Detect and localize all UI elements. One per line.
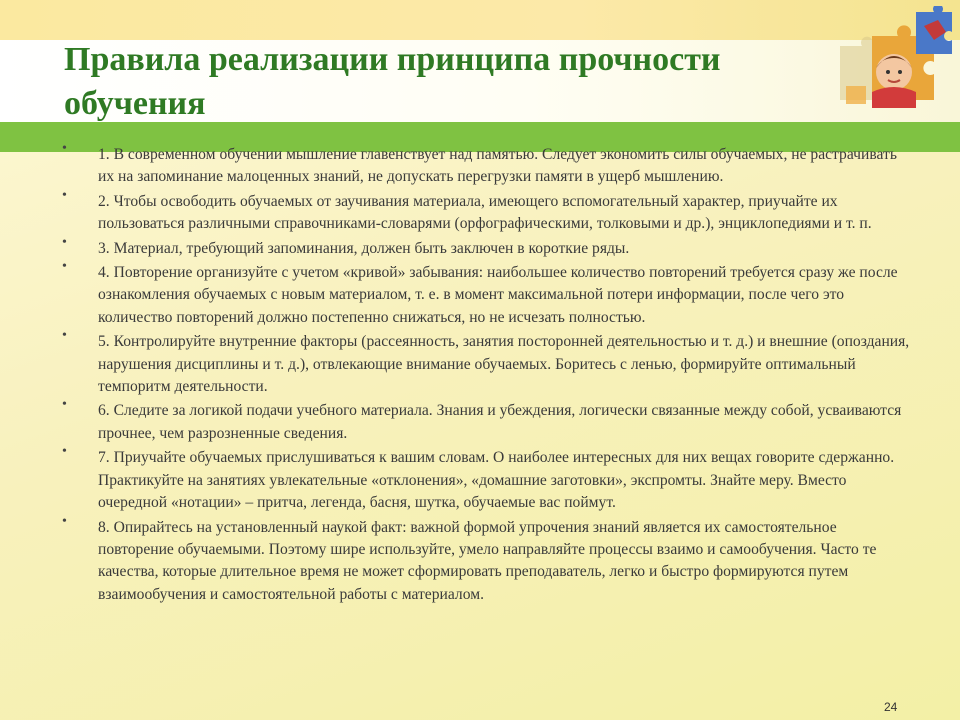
list-item-text: 6. Следите за логикой подачи учебного материала. Знания и убеждения, логически связанные между собой, усваиваются прочнее, чем разрозненные сведения. (98, 402, 902, 442)
bullet: • (62, 141, 67, 156)
bullet: • (62, 444, 67, 460)
bullet: • (62, 328, 67, 344)
list-item (62, 234, 914, 260)
list-item-text: 7. Приучайте обучаемых прислушиваться к вашим словам. О наиболее интересных для них вещах говорите сдержанно. Практикуйте на занятиях увлекательные «отклонения», «домашние заготовки», экспромты. Знайте меру. Вместо очередной «нотации» – притча, легенда, басня, шутка, обучаемые вас поймут. (98, 449, 895, 512)
bullet: • (62, 234, 67, 250)
list-item (62, 444, 914, 514)
list-item (62, 141, 914, 189)
list-item-text: 3. Материал, требующий запоминания, должен быть заключен в короткие ряды. (98, 239, 630, 257)
list-item (62, 328, 914, 398)
list-item (62, 397, 914, 445)
bullet: • (62, 187, 67, 203)
list-item-text: 4. Повторение организуйте с учетом «кривой» забывания: наибольшее количество повторений требуется сразу же после ознакомления обучаемых с новым материалом, т. е. в момент максимальной потери информации, после чего это количество повторений должно постепенно снижаться, но не исчезать полностью. (98, 264, 898, 326)
list-item-text: 1. В современном обучении мышление главенствует над памятью. Следует экономить силы обучаемых, не растрачивать их на запоминание малоценных знаний, не допускать перегрузки памяти в ущерб мышлению. (98, 146, 897, 186)
list-item-text: 5. Контролируйте внутренние факторы (рассеянность, занятия посторонней деятельностью и т. д.) и внешние (опоздания, нарушения дисциплины и т. д.), отвлекающие внимание обучаемых. Боритесь с ленью, формируйте оптимальный темпоритм деятельности. (98, 333, 910, 396)
bullet: • (62, 397, 67, 413)
bullet: • (62, 259, 67, 275)
page-number: 24 (884, 700, 898, 714)
top-band (0, 0, 960, 40)
slide-title: Правила реализации принципа прочности обучения (64, 41, 721, 122)
rules-list (62, 141, 914, 608)
list-item (62, 259, 914, 329)
list-item (62, 513, 914, 607)
list-item (62, 187, 914, 236)
list-item-text: 2. Чтобы освободить обучаемых от заучивания материала, имеющего вспомогательный характер, приучайте их пользоваться различными справочниками-словарями (орфографическими, толковыми и др.), энциклопедиями и т. п. (98, 192, 872, 233)
bullet: • (62, 513, 67, 529)
list-item-text: 8. Опирайтесь на установленный наукой факт: важной формой упрочения знаний является их самостоятельное повторение обучаемыми. Поэтому шире используйте, умело направляйте процессы взаимо и самообучения. Часто те качества, которые длительное время не может сформировать преподаватель, легко и быстро формируются путем взаимообучения и самостоятельной работы с материалом. (98, 518, 877, 603)
puzzle-child-icon (832, 6, 956, 116)
